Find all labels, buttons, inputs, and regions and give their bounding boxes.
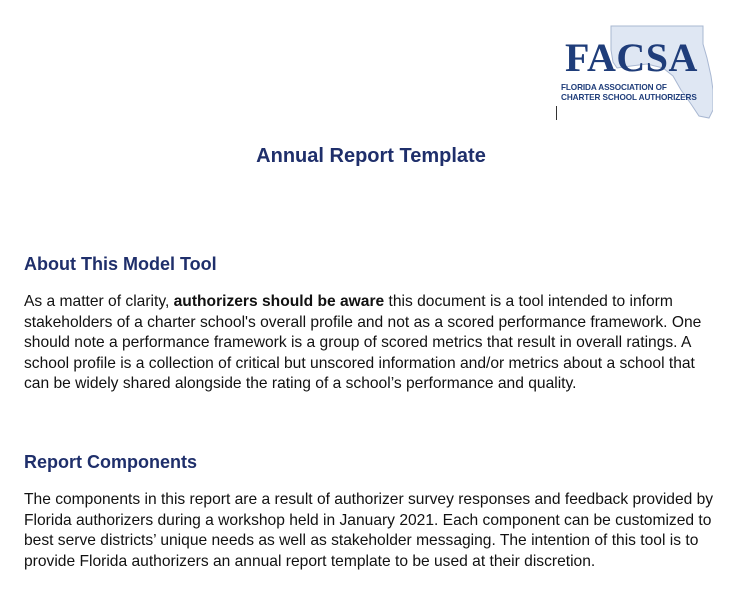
section-paragraph-components: The components in this report are a result of authorizer survey responses and feedback provided by Florida authorizers during a workshop held in January 2021. Each component can be customized to best serve districts’ unique needs as well as stakeholder messaging. The intention of this tool is to provide Florida authorizers an annual report template to be used at their discretion. xyxy=(24,491,714,570)
paragraph-bold-text: authorizers should be aware xyxy=(173,293,385,310)
paragraph-rest-text: this document is a tool intended to inform stakeholders of a charter school's overall profile and not as a scored performance framework. One should note a performance framework is a group of scored metrics that result in overall ratings. A school profile is a collection of critical but unscored information and/or metrics about a school that can be widely shared alongside the rating of a school’s performance and quality. xyxy=(24,293,702,392)
section-heading-components: Report Components xyxy=(24,452,197,472)
facsa-logo xyxy=(553,24,713,120)
section-heading-about: About This Model Tool xyxy=(24,254,217,274)
text-cursor xyxy=(556,106,557,120)
page-title: Annual Report Template xyxy=(256,145,486,167)
paragraph-lead-text: As a matter of clarity, xyxy=(24,293,174,310)
logo-acronym: FACSA xyxy=(565,35,698,80)
logo-subtitle: FLORIDA ASSOCIATION OF CHARTER SCHOOL AUTHORIZERS xyxy=(561,83,697,102)
section-paragraph-about xyxy=(24,292,724,395)
